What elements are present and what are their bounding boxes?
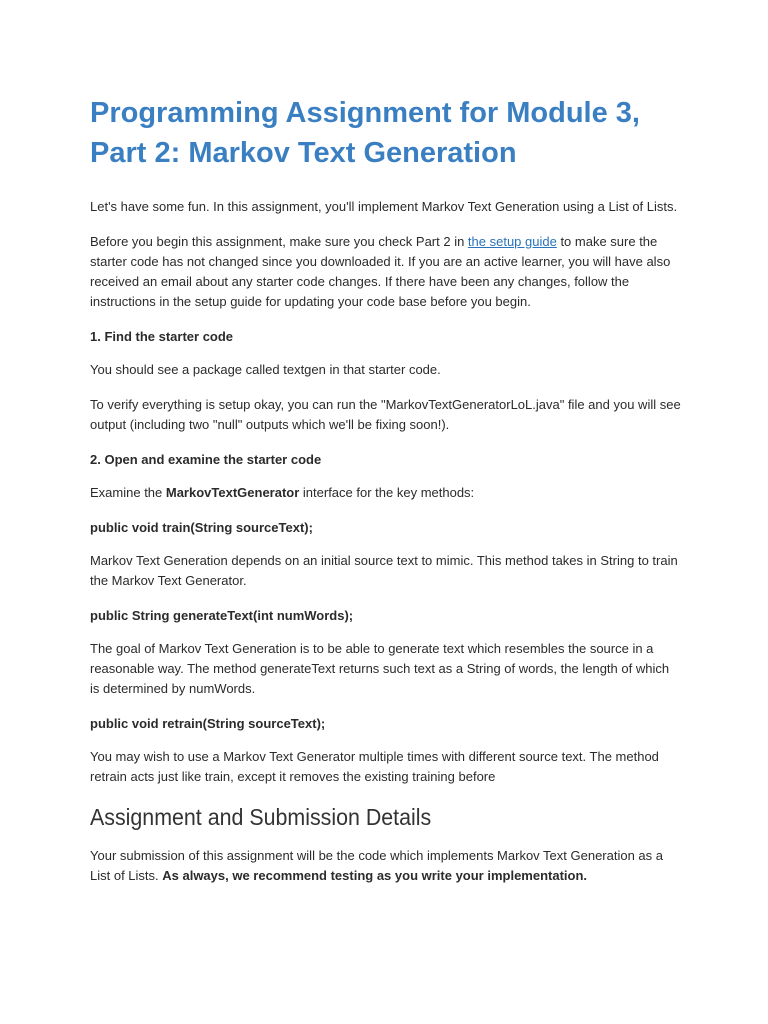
method-description-retrain: You may wish to use a Markov Text Generator multiple times with different source text. The method retrain acts just like train, except it removes the existing training before bbox=[90, 749, 659, 784]
method-description-train: Markov Text Generation depends on an initial source text to mimic. This method takes in String to train the Markov Text Generator. bbox=[90, 553, 678, 588]
step2-heading: 2. Open and examine the starter code bbox=[90, 452, 322, 467]
setup-text-after-link: to make sure the starter code has not changed since you downloaded it. If you are an active learner, you will have also received an email about any starter code changes. If there have been any changes, follow the instructions in the setup guide for updating your code base before you begin. bbox=[90, 234, 671, 309]
interface-name: MarkovTextGenerator bbox=[165, 485, 300, 500]
method-signature-train: public void train(String sourceText); bbox=[90, 520, 313, 535]
setup-text-before-link: Before you begin this assignment, make sure you check Part 2 in bbox=[90, 234, 468, 249]
step1-heading: 1. Find the starter code bbox=[90, 329, 234, 344]
examine-paragraph bbox=[90, 483, 682, 503]
submission-paragraph bbox=[90, 846, 682, 886]
examine-text-before: Examine the bbox=[90, 485, 166, 500]
setup-paragraph bbox=[90, 232, 682, 312]
submission-text: Your submission of this assignment will be the code which implements Markov Text Generation as a List of Lists. bbox=[90, 848, 664, 883]
intro-paragraph: Let's have some fun. In this assignment, you'll implement Markov Text Generation using a List of Lists. bbox=[90, 199, 678, 214]
document-page bbox=[90, 93, 682, 901]
step1-package-paragraph: You should see a package called textgen in that starter code. bbox=[90, 362, 441, 377]
setup-guide-link[interactable]: the setup guide bbox=[467, 234, 557, 249]
submission-heading: Assignment and Submission Details bbox=[90, 804, 432, 830]
submission-bold-text: As always, we recommend testing as you write your implementation. bbox=[162, 868, 588, 883]
page-title: Programming Assignment for Module 3, Part 2: Markov Text Generation bbox=[90, 97, 640, 169]
examine-text-after: interface for the key methods: bbox=[299, 485, 475, 500]
step1-verify-paragraph: To verify everything is setup okay, you can run the "MarkovTextGeneratorLoL.java" file and you will see output (including two "null" outputs which we'll be fixing soon!). bbox=[90, 397, 681, 432]
method-description-generate: The goal of Markov Text Generation is to be able to generate text which resembles the source in a reasonable way. The method generateText returns such text as a String of words, the length of which is determined by numWords. bbox=[90, 641, 670, 696]
method-signature-generate: public String generateText(int numWords); bbox=[90, 608, 354, 623]
method-signature-retrain: public void retrain(String sourceText); bbox=[90, 716, 326, 731]
